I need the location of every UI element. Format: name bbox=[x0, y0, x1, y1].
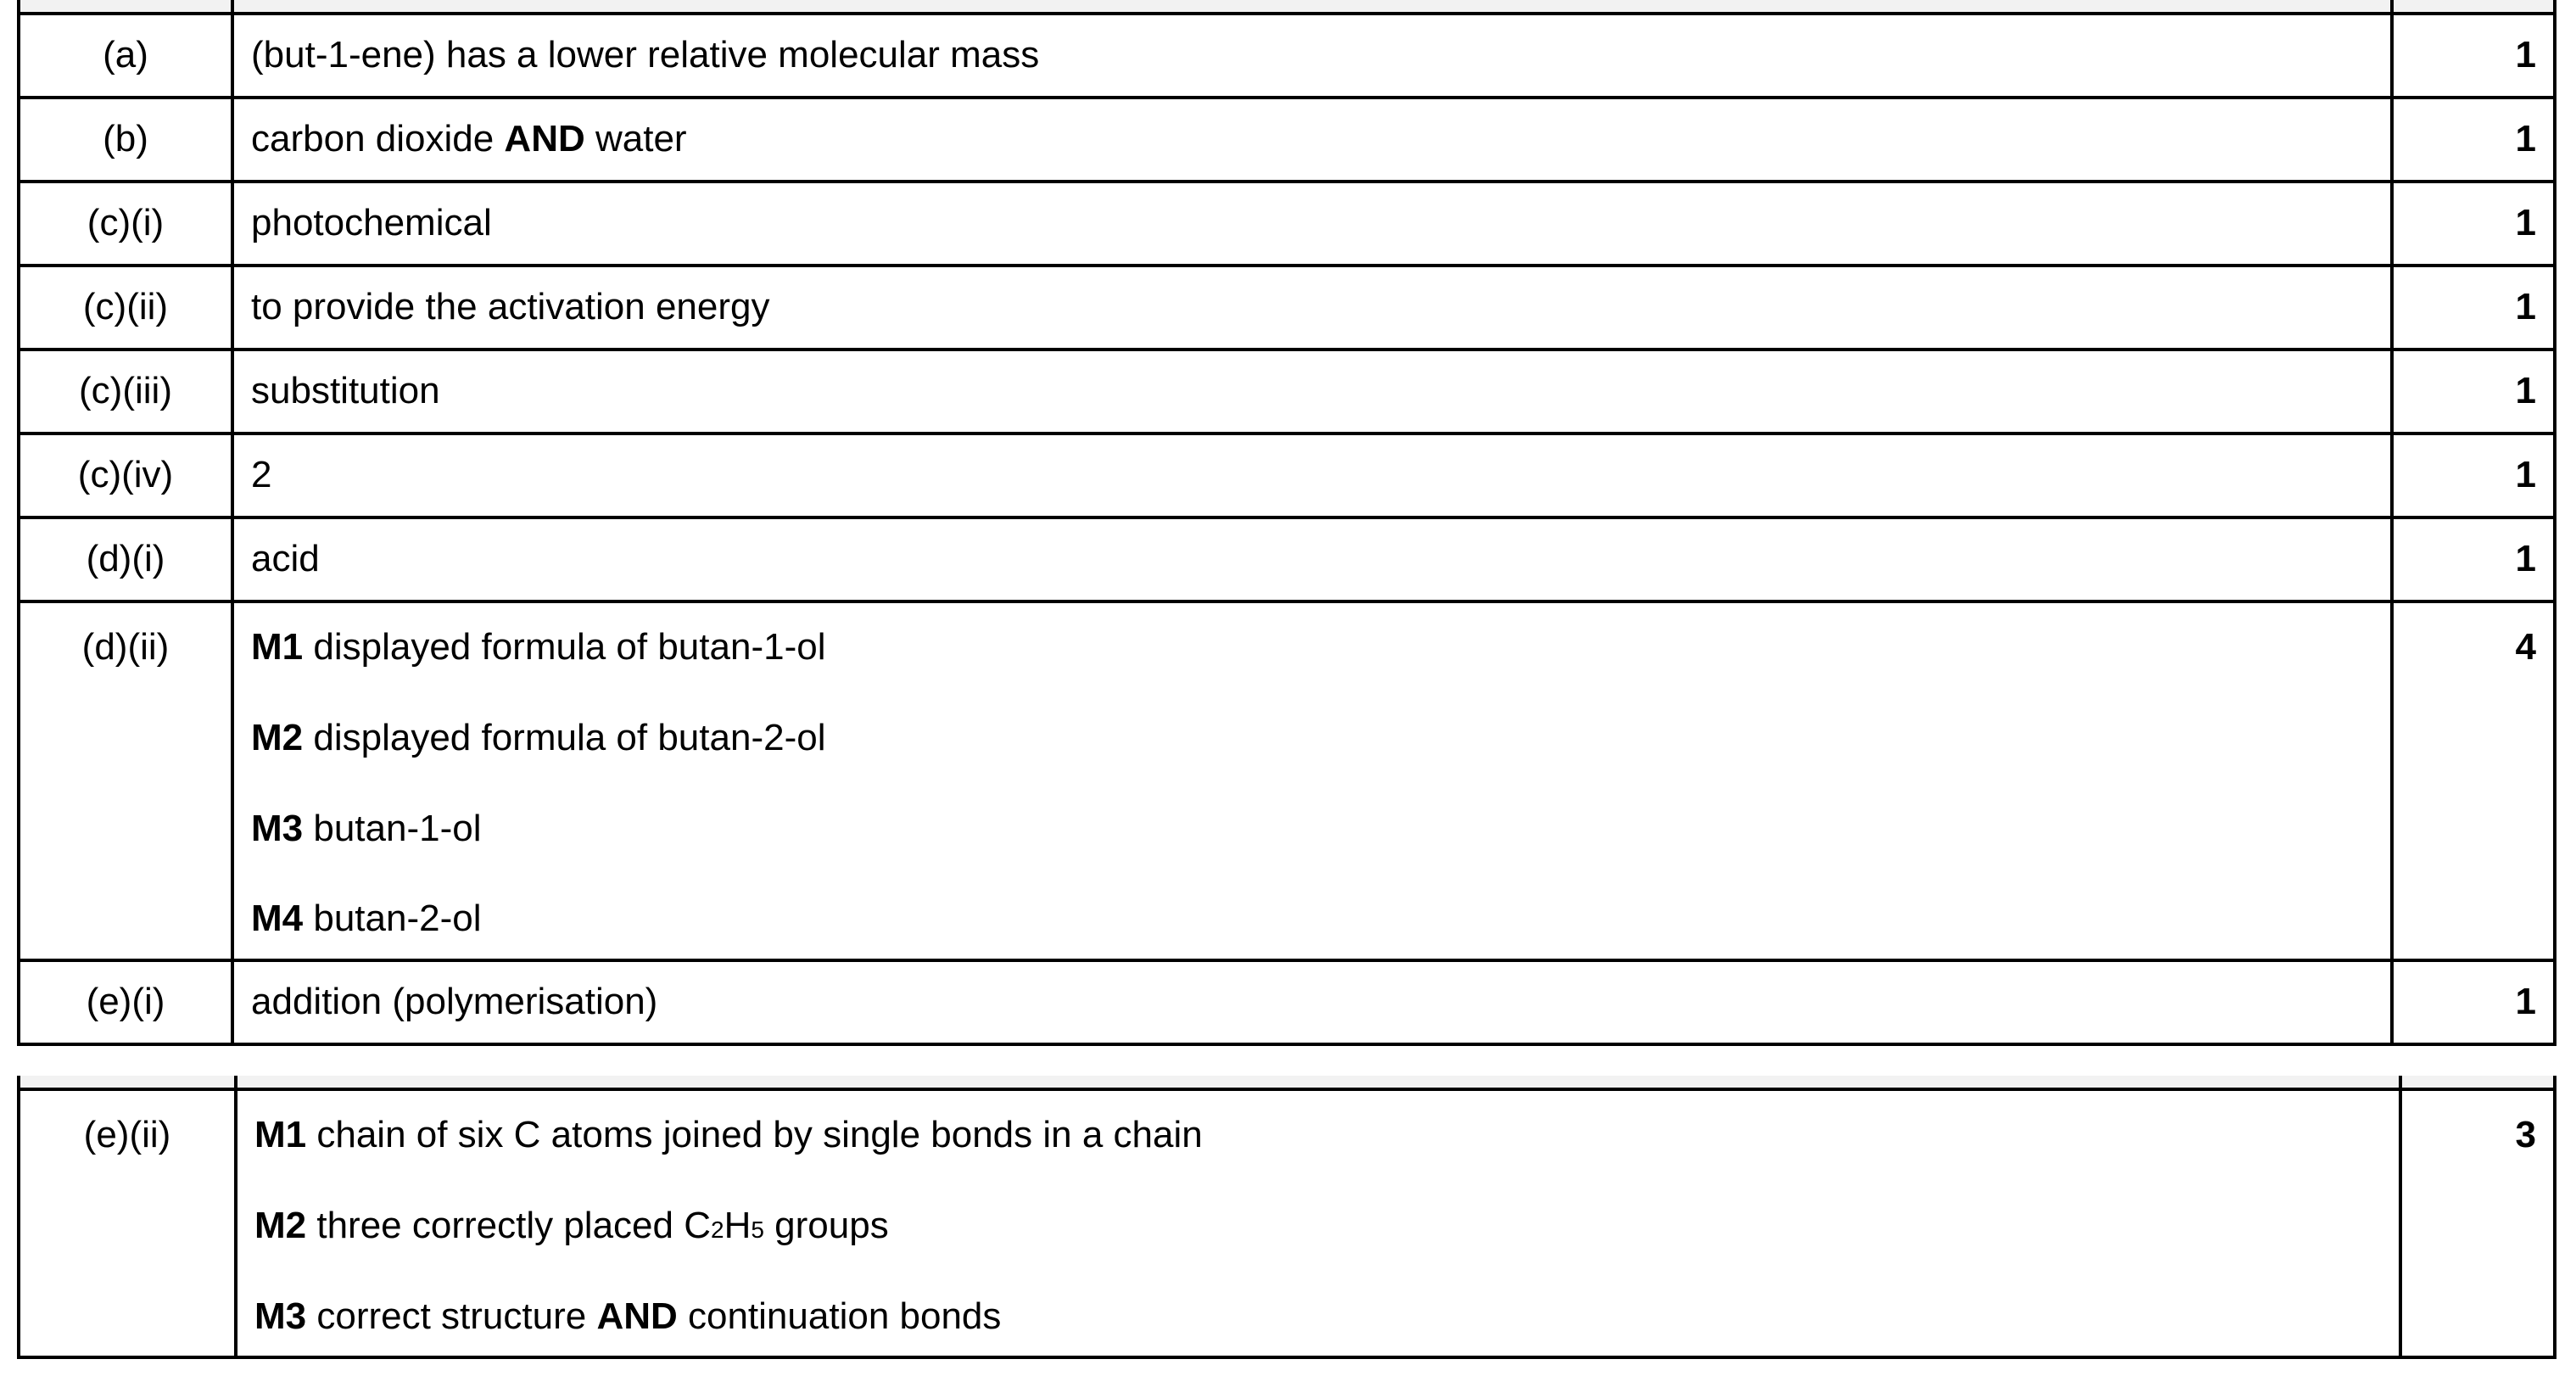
point-label: M4 bbox=[251, 898, 304, 940]
question-number: (e)(ii) bbox=[19, 1089, 236, 1357]
table-row bbox=[19, 517, 2555, 601]
answer-text: addition (polymerisation) bbox=[232, 960, 2392, 1044]
marking-point bbox=[254, 1295, 2382, 1340]
question-number: (c)(iii) bbox=[19, 350, 232, 433]
question-number: (b) bbox=[19, 98, 232, 182]
answer-points bbox=[232, 601, 2392, 960]
marking-point bbox=[251, 716, 2373, 761]
point-text: displayed formula of butan-2-ol bbox=[303, 716, 826, 758]
answer-keyword: AND bbox=[504, 118, 585, 160]
point-text: correct structure bbox=[306, 1295, 597, 1337]
answer-keyword: AND bbox=[596, 1295, 678, 1337]
subscript: 5 bbox=[751, 1216, 764, 1243]
marking-point bbox=[251, 807, 2373, 852]
question-number: (d)(ii) bbox=[19, 601, 232, 960]
marking-point bbox=[254, 1113, 2382, 1158]
point-text: butan-2-ol bbox=[303, 898, 482, 940]
answer-text: (but-1-ene) has a lower relative molecular mass bbox=[232, 14, 2392, 98]
marking-point bbox=[251, 897, 2373, 942]
marks: 1 bbox=[2392, 960, 2555, 1044]
table-row bbox=[19, 601, 2555, 960]
table-row bbox=[19, 14, 2555, 98]
mark-scheme-table-2 bbox=[17, 1076, 2556, 1359]
marks: 1 bbox=[2392, 433, 2555, 517]
marks: 1 bbox=[2392, 350, 2555, 433]
question-number: (c)(i) bbox=[19, 182, 232, 266]
point-label: M1 bbox=[254, 1114, 307, 1155]
point-label: M2 bbox=[254, 1204, 307, 1246]
point-text: groups bbox=[763, 1204, 889, 1246]
subscript: 2 bbox=[711, 1216, 724, 1243]
point-text: continuation bonds bbox=[677, 1295, 1002, 1337]
mark-scheme-table-1 bbox=[17, 0, 2556, 1046]
answer-text-part: carbon dioxide bbox=[251, 118, 505, 160]
answer-text: to provide the activation energy bbox=[232, 266, 2392, 350]
point-text: chain of six C atoms joined by single bonds in a chain bbox=[306, 1114, 1203, 1155]
point-text: H bbox=[724, 1204, 752, 1246]
answer-text: acid bbox=[232, 517, 2392, 601]
marks: 1 bbox=[2392, 266, 2555, 350]
point-text: displayed formula of butan-1-ol bbox=[303, 626, 826, 668]
answer-text-part: water bbox=[584, 118, 687, 160]
marking-point bbox=[254, 1204, 2382, 1249]
marks: 4 bbox=[2392, 601, 2555, 960]
question-number: (e)(i) bbox=[19, 960, 232, 1044]
table-row bbox=[19, 1089, 2555, 1357]
table-row bbox=[19, 960, 2555, 1044]
question-number: (a) bbox=[19, 14, 232, 98]
question-number: (c)(iv) bbox=[19, 433, 232, 517]
marks: 1 bbox=[2392, 14, 2555, 98]
marks: 3 bbox=[2400, 1089, 2555, 1357]
answer-text bbox=[232, 98, 2392, 182]
marks: 1 bbox=[2392, 182, 2555, 266]
marks: 1 bbox=[2392, 517, 2555, 601]
point-label: M1 bbox=[251, 626, 304, 668]
point-label: M3 bbox=[254, 1295, 307, 1337]
table-header-stub bbox=[19, 0, 2555, 14]
table-row bbox=[19, 98, 2555, 182]
point-label: M2 bbox=[251, 716, 304, 758]
table-header-stub bbox=[19, 1076, 2555, 1089]
table-row bbox=[19, 182, 2555, 266]
answer-text: photochemical bbox=[232, 182, 2392, 266]
point-text: butan-1-ol bbox=[303, 807, 482, 849]
question-number: (d)(i) bbox=[19, 517, 232, 601]
question-number: (c)(ii) bbox=[19, 266, 232, 350]
answer-text: substitution bbox=[232, 350, 2392, 433]
marks: 1 bbox=[2392, 98, 2555, 182]
answer-text: 2 bbox=[232, 433, 2392, 517]
table-row bbox=[19, 350, 2555, 433]
table-row bbox=[19, 433, 2555, 517]
marking-point bbox=[251, 625, 2373, 670]
point-label: M3 bbox=[251, 807, 304, 849]
table-row bbox=[19, 266, 2555, 350]
point-text: three correctly placed C bbox=[306, 1204, 711, 1246]
answer-points bbox=[236, 1089, 2400, 1357]
